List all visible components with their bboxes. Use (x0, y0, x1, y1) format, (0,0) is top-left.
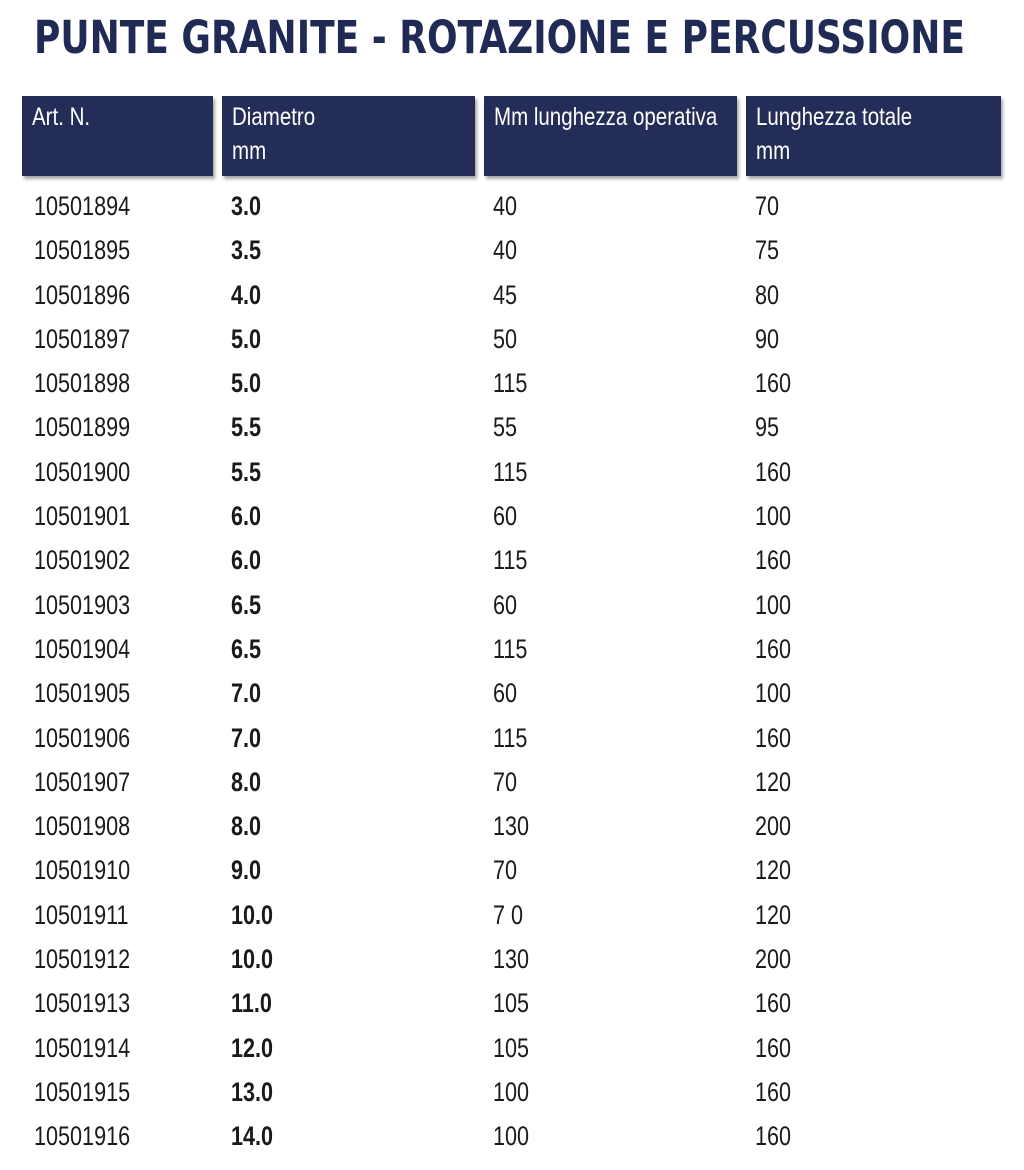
header-art-number-label: Art. N. (32, 103, 91, 131)
cell-diameter: 5.5 (231, 412, 262, 443)
cell-diameter: 6.0 (231, 501, 262, 532)
cell-art-number: 10501906 (34, 722, 131, 753)
cell-total-length: 200 (755, 811, 792, 842)
cell-art-number: 10501905 (34, 678, 131, 709)
cell-art-number: 10501911 (34, 899, 129, 930)
cell-diameter: 10.0 (231, 944, 274, 975)
cell-total-length: 160 (755, 988, 792, 1019)
cell-total-length: 75 (755, 235, 780, 266)
cell-total-length: 70 (755, 191, 780, 221)
table-header (0, 96, 1024, 176)
cell-diameter: 10.0 (231, 899, 274, 930)
header-working-length (484, 96, 737, 176)
cell-diameter: 7.0 (231, 678, 262, 709)
cell-diameter: 5.5 (231, 456, 262, 487)
cell-diameter: 4.0 (231, 279, 262, 310)
header-working-length-label: Mm lunghezza operativa (494, 103, 718, 131)
table-row (0, 671, 1024, 715)
cell-total-length: 160 (755, 1121, 792, 1152)
cell-working-length: 50 (493, 323, 518, 354)
table-row (0, 317, 1024, 361)
cell-working-length: 60 (493, 678, 518, 709)
cell-art-number: 10501907 (34, 766, 131, 797)
header-diameter-unit: mm (232, 137, 267, 165)
cell-total-length: 100 (755, 678, 792, 709)
cell-art-number: 10501894 (34, 191, 131, 221)
cell-art-number: 10501913 (34, 988, 131, 1019)
cell-diameter: 3.0 (231, 191, 262, 221)
table-row (0, 1026, 1024, 1070)
header-art-number (22, 96, 213, 176)
cell-total-length: 100 (755, 589, 792, 620)
cell-total-length: 160 (755, 722, 792, 753)
cell-diameter: 6.5 (231, 589, 262, 620)
table-row (0, 361, 1024, 405)
cell-art-number: 10501904 (34, 633, 131, 664)
header-total-length-label: Lunghezza totale (756, 103, 913, 131)
page-title: PUNTE GRANITE - ROTAZIONE E PERCUSSIONE (34, 11, 965, 64)
cell-total-length: 80 (755, 279, 780, 310)
table-row (0, 184, 1024, 228)
cell-working-length: 70 (493, 766, 518, 797)
cell-working-length: 115 (493, 722, 528, 753)
header-diameter-label: Diametro (232, 103, 316, 131)
cell-art-number: 10501908 (34, 811, 131, 842)
cell-total-length: 90 (755, 323, 780, 354)
cell-diameter: 6.5 (231, 633, 262, 664)
cell-diameter: 3.5 (231, 235, 262, 266)
cell-diameter: 12.0 (231, 1032, 274, 1063)
cell-working-length: 115 (493, 368, 528, 399)
cell-diameter: 9.0 (231, 855, 262, 886)
cell-diameter: 14.0 (231, 1121, 274, 1152)
cell-total-length: 120 (755, 766, 792, 797)
cell-art-number: 10501914 (34, 1032, 131, 1063)
table-row (0, 450, 1024, 494)
cell-total-length: 160 (755, 456, 792, 487)
table-row (0, 583, 1024, 627)
cell-total-length: 160 (755, 368, 792, 399)
cell-art-number: 10501915 (34, 1076, 131, 1107)
table-row (0, 494, 1024, 538)
cell-art-number: 10501900 (34, 456, 131, 487)
cell-art-number: 10501903 (34, 589, 131, 620)
cell-art-number: 10501899 (34, 412, 131, 443)
cell-working-length: 100 (493, 1121, 530, 1152)
cell-diameter: 11.0 (231, 988, 272, 1019)
cell-total-length: 160 (755, 545, 792, 576)
cell-art-number: 10501916 (34, 1121, 131, 1152)
cell-working-length: 60 (493, 589, 518, 620)
table-row (0, 981, 1024, 1025)
cell-total-length: 200 (755, 944, 792, 975)
cell-art-number: 10501902 (34, 545, 131, 576)
cell-total-length: 95 (755, 412, 780, 443)
cell-diameter: 5.0 (231, 323, 262, 354)
table-row (0, 1114, 1024, 1158)
cell-total-length: 100 (755, 501, 792, 532)
cell-total-length: 120 (755, 899, 792, 930)
cell-working-length: 105 (493, 1032, 530, 1063)
cell-working-length: 40 (493, 191, 518, 221)
header-total-length (746, 96, 1001, 176)
table-row (0, 1070, 1024, 1114)
cell-diameter: 8.0 (231, 766, 262, 797)
table-row (0, 893, 1024, 937)
cell-working-length: 115 (493, 545, 528, 576)
cell-working-length: 115 (493, 456, 528, 487)
cell-total-length: 160 (755, 1076, 792, 1107)
cell-total-length: 160 (755, 1032, 792, 1063)
table-row (0, 760, 1024, 804)
table-body (0, 184, 1024, 1159)
cell-total-length: 160 (755, 633, 792, 664)
cell-working-length: 55 (493, 412, 518, 443)
cell-working-length: 60 (493, 501, 518, 532)
cell-art-number: 10501910 (34, 855, 131, 886)
table-row (0, 627, 1024, 671)
cell-working-length: 115 (493, 633, 528, 664)
table-row (0, 716, 1024, 760)
cell-diameter: 13.0 (231, 1076, 274, 1107)
cell-art-number: 10501898 (34, 368, 131, 399)
cell-art-number: 10501901 (34, 501, 131, 532)
cell-working-length: 40 (493, 235, 518, 266)
table-row (0, 228, 1024, 272)
cell-working-length: 70 (493, 855, 518, 886)
cell-diameter: 6.0 (231, 545, 262, 576)
cell-diameter: 5.0 (231, 368, 262, 399)
cell-working-length: 130 (493, 944, 530, 975)
cell-art-number: 10501912 (34, 944, 131, 975)
cell-art-number: 10501897 (34, 323, 131, 354)
cell-working-length: 7 0 (493, 899, 524, 930)
cell-diameter: 7.0 (231, 722, 262, 753)
cell-working-length: 130 (493, 811, 530, 842)
table-row (0, 405, 1024, 449)
cell-working-length: 105 (493, 988, 530, 1019)
table-row (0, 538, 1024, 582)
table-row (0, 273, 1024, 317)
cell-working-length: 45 (493, 279, 518, 310)
header-diameter (222, 96, 475, 176)
cell-art-number: 10501896 (34, 279, 131, 310)
table-row (0, 937, 1024, 981)
cell-diameter: 8.0 (231, 811, 262, 842)
header-total-length-unit: mm (756, 137, 791, 165)
table-row (0, 804, 1024, 848)
table-row (0, 848, 1024, 892)
cell-art-number: 10501895 (34, 235, 131, 266)
cell-working-length: 100 (493, 1076, 530, 1107)
cell-total-length: 120 (755, 855, 792, 886)
